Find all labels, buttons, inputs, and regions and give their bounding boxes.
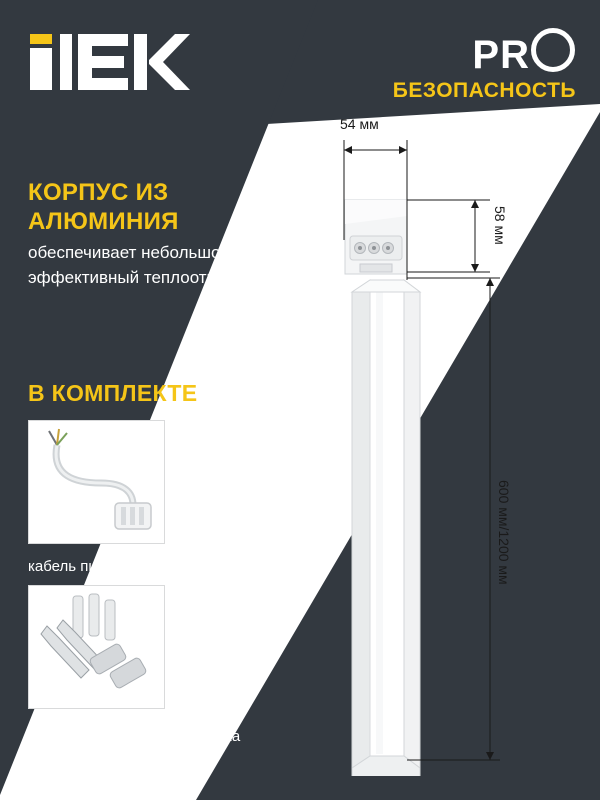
pro-sublabel: БЕЗОПАСНОСТЬ [392,79,576,102]
kit-card-mounting [28,585,165,709]
dimension-label-width: 54 мм [340,116,379,132]
iek-logo [30,34,190,90]
power-cable-icon [29,421,162,541]
kit-caption-cable: кабель питания 0,3 м [28,558,177,575]
product-dimension-drawing [300,110,600,790]
feature-description: обеспечивает небольшой вес и эффективный теплоотвод [28,243,276,287]
kit-card-cable [28,420,165,544]
dimension-label-height: 58 мм [492,206,508,245]
kit-title: В КОМПЛЕКТЕ [28,380,198,406]
pro-label [472,28,576,77]
pro-text: PR [472,33,530,77]
feature-headline: КОРПУС ИЗ АЛЮМИНИЯ [28,179,179,235]
pro-badge [376,28,576,103]
pro-ring-icon [531,28,575,72]
dimension-lines [300,110,600,790]
kit-caption-mounting: комплект накладного монтажа [28,728,241,745]
dimension-label-length: 600 мм/1200 мм [496,480,512,585]
mounting-kit-icon [29,586,162,706]
